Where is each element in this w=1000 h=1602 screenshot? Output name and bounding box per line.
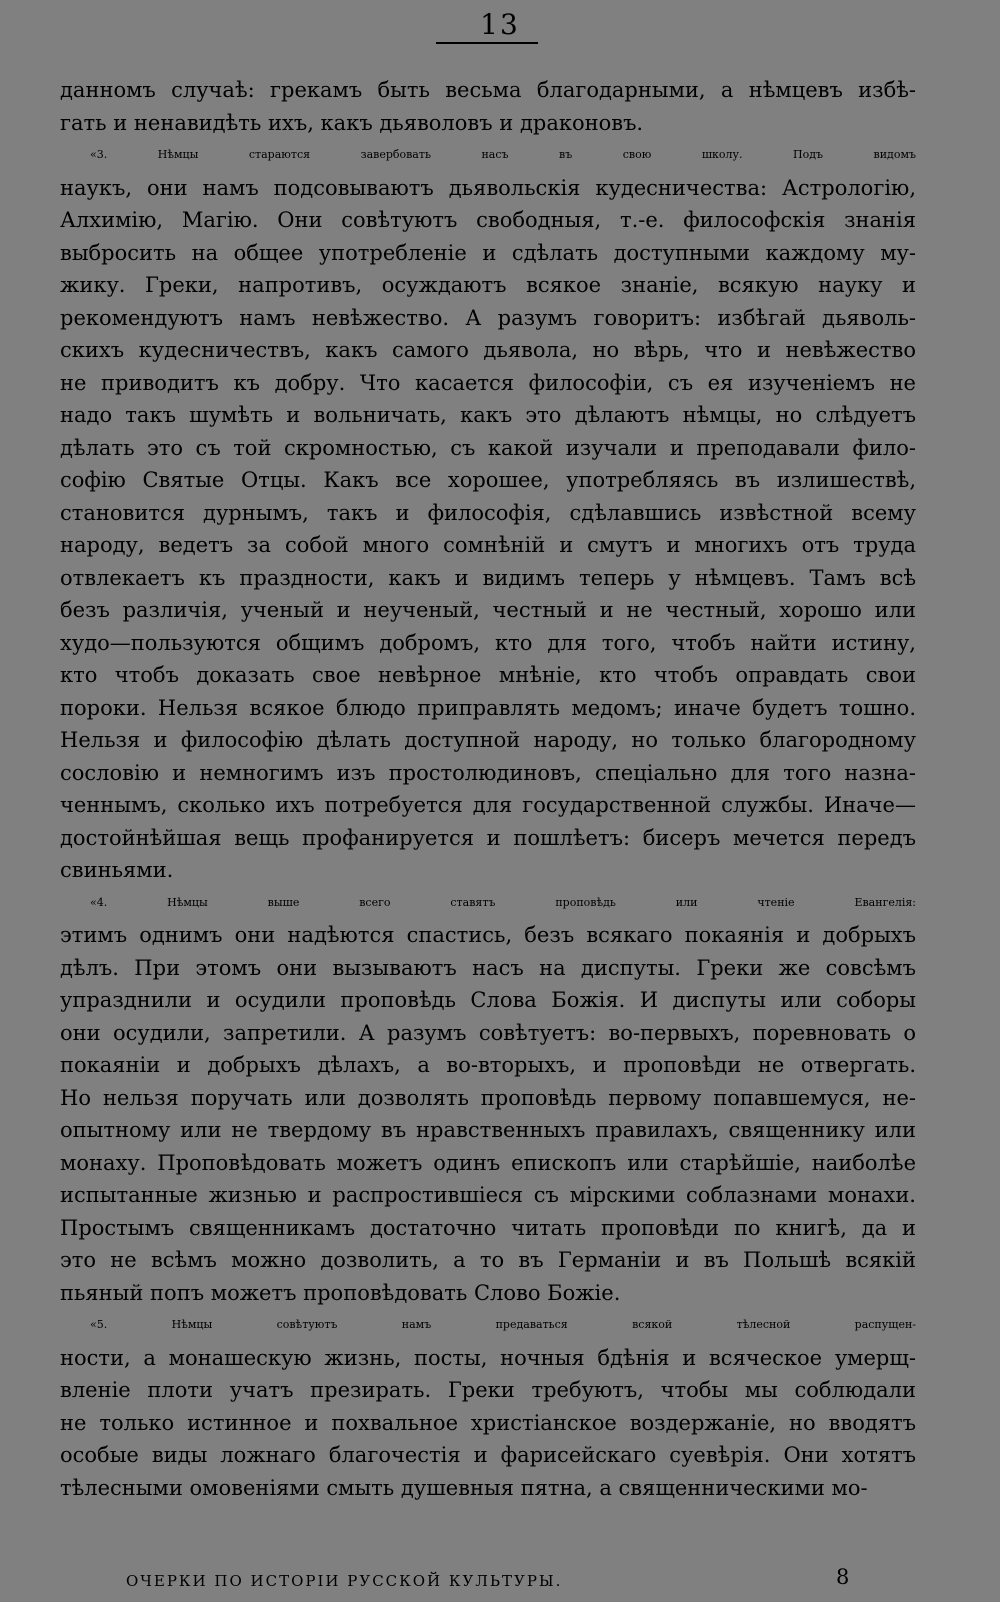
paragraph [60, 74, 916, 139]
text-line: народу, ведетъ за собой много сомнѣній и смутъ и многихъ отъ труда [60, 533, 916, 557]
text-line: сословію и немногимъ изъ простолюдиновъ, спеціально для того назна- [60, 760, 916, 785]
body-text [60, 74, 916, 1504]
text-line: тѣлесными омовеніями смыть душевныя пятна, а священническими мо- [60, 1475, 868, 1500]
text-line: ченнымъ, сколько ихъ потребуется для государственной службы. Иначе— [60, 793, 916, 817]
text-line: Но нельзя поручать или дозволять проповѣдь первому попавшемуся, не- [60, 1085, 916, 1110]
text-line: это не всѣмъ можно дозволить, а то въ Германіи и въ Польшѣ всякій [60, 1248, 916, 1272]
paragraph [60, 887, 916, 1310]
text-line: «3. Нѣмцы стараются завербовать насъ въ свою школу. Подъ видомъ [90, 148, 916, 161]
text-line: пороки. Нельзя всякое блюдо приправлять медомъ; иначе будетъ тошно. [60, 695, 916, 720]
text-line: выбросить на общее употребленіе и сдѣлать доступными каждому му- [60, 240, 916, 265]
page-number: 13 [480, 8, 520, 41]
text-line: пьяный попъ можетъ проповѣдовать Слово Божіе. [60, 1280, 621, 1305]
text-line: покаяніи и добрыхъ дѣлахъ, а во-вторыхъ, и проповѣди не отвергать. [60, 1053, 916, 1077]
text-line: Алхимію, Магію. Они совѣтуютъ свободныя, т.-е. философскія знанія [60, 208, 916, 232]
text-line: кто чтобъ доказать свое невѣрное мнѣніе, кто чтобъ оправдать свои [60, 663, 916, 687]
text-line: дѣлъ. При этомъ они вызываютъ насъ на диспуты. Греки же совсѣмъ [60, 955, 916, 980]
text-line: жику. Греки, напротивъ, осуждаютъ всякое знаніе, всякую науку и [60, 273, 916, 297]
text-line: скихъ кудесничествъ, какъ самого дьявола, но вѣрь, что и невѣжество [60, 338, 916, 362]
text-line: не только истинное и похвальное христіанское воздержаніе, но вводятъ [60, 1410, 916, 1435]
text-line: не приводитъ къ добру. Что касается философіи, съ ея изученіемъ не [60, 370, 916, 395]
text-line: испытанные жизнью и распростившіеся съ мірскими соблазнами монахи. [60, 1183, 916, 1207]
text-line: отвлекаетъ къ праздности, какъ и видимъ теперь у нѣмцевъ. Тамъ всѣ [60, 565, 916, 590]
signature-number: 8 [836, 1565, 850, 1589]
text-line: достойнѣйшая вещь профанируется и пошлѣетъ: бисеръ мечется передъ [60, 825, 916, 850]
text-line: они осудили, запретили. А разумъ совѣтуетъ: во-первыхъ, поревновать о [60, 1020, 916, 1045]
text-line: становится дурнымъ, такъ и философія, сдѣлавшись извѣстной всему [60, 500, 916, 525]
text-line: «4. Нѣмцы выше всего ставятъ проповѣдь или чтеніе Евангелія: [90, 895, 916, 909]
text-line: ности, а монашескую жизнь, посты, ночныя бдѣнія и всяческое умерщ- [60, 1345, 916, 1370]
text-line: гать и ненавидѣть ихъ, какъ дьяволовъ и драконовъ. [60, 110, 644, 135]
text-line: упразднили и осудили проповѣдь Слова Божія. И диспуты или соборы [60, 988, 916, 1012]
running-title: ОЧЕРКИ ПО ИСТОРІИ РУССКОЙ КУЛЬТУРЫ. [126, 1572, 563, 1590]
paragraph [60, 139, 916, 887]
text-line: вленіе плоти учатъ презирать. Греки требуютъ, чтобы мы соблюдали [60, 1378, 916, 1402]
text-line: Простымъ священникамъ достаточно читать проповѣди по книгѣ, да и [60, 1215, 916, 1240]
text-line: софію Святые Отцы. Какъ все хорошее, употребляясь въ излишествѣ, [60, 468, 916, 492]
page-number-rule [436, 42, 538, 44]
text-line: этимъ однимъ они надѣются спастись, безъ всякаго покаянія и добрыхъ [60, 923, 916, 947]
text-line: наукъ, они намъ подсовываютъ дьявольскія кудесничества: Астрологію, [60, 175, 916, 200]
text-line: дѣлать это съ той скромностью, съ какой изучали и преподавали фило- [60, 435, 916, 460]
text-line: Нельзя и философію дѣлать доступной народу, но только благородному [60, 728, 916, 752]
text-line: данномъ случаѣ: грекамъ быть весьма благодарными, а нѣмцевъ избѣ- [60, 78, 916, 102]
text-line: свиньями. [60, 858, 174, 882]
text-line: худо—пользуются общимъ добромъ, кто для того, чтобъ найти истину, [60, 630, 916, 655]
text-line: рекомендуютъ намъ невѣжество. А разумъ говоритъ: избѣгай дьяволь- [60, 305, 916, 330]
text-line: особые виды ложнаго благочестія и фарисейскаго суевѣрія. Они хотятъ [60, 1443, 916, 1467]
text-line: безъ различія, ученый и неученый, честный и не честный, хорошо или [60, 598, 916, 622]
paragraph [60, 1309, 916, 1504]
text-line: опытному или не твердому въ нравственныхъ правилахъ, священнику или [60, 1118, 916, 1142]
text-line: «5. Нѣмцы совѣтуютъ намъ предаваться всякой тѣлесной распущен- [90, 1318, 916, 1331]
text-line: надо такъ шумѣть и вольничать, какъ это дѣлаютъ нѣмцы, но слѣдуетъ [60, 403, 916, 427]
text-line: монаху. Проповѣдовать можетъ одинъ епископъ или старѣйшіе, наиболѣе [60, 1150, 916, 1175]
